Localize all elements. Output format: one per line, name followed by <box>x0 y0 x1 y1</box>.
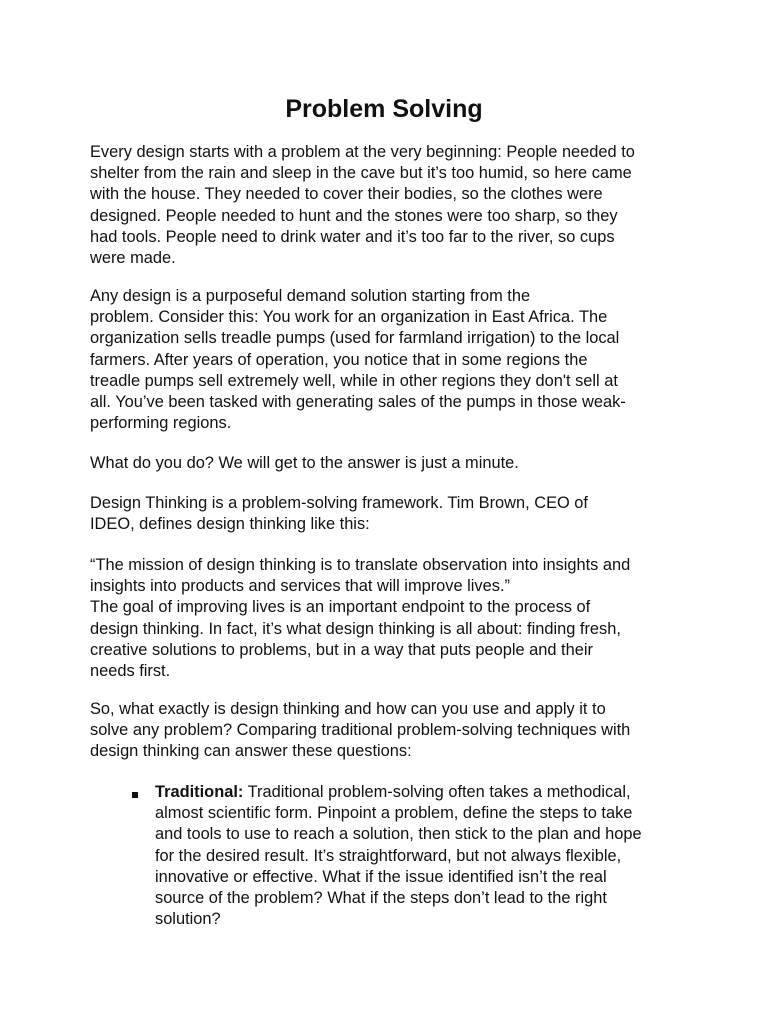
text-line: with the house. They needed to cover their bodies, so the clothes were <box>90 185 603 204</box>
bullet-label: Traditional: <box>155 783 244 801</box>
bullet-first-line: Traditional problem-solving often takes a methodical, <box>243 783 631 801</box>
text-line: source of the problem? What if the steps don’t lead to the right <box>155 889 607 908</box>
paragraph-scenario <box>90 286 710 434</box>
paragraph-quote <box>90 555 710 682</box>
text-line: Design Thinking is a problem-solving framework. Tim Brown, CEO of <box>90 494 588 512</box>
text-line: treadle pumps sell extremely well, while in other regions they don't sell at <box>90 371 618 390</box>
text-line: creative solutions to problems, but in a way that puts people and their <box>90 640 593 659</box>
paragraph-comparison <box>90 699 710 763</box>
text-line: insights into products and services that will improve lives.” <box>90 577 510 596</box>
bullet-square-icon <box>132 792 138 798</box>
text-line: farmers. After years of operation, you notice that in some regions the <box>90 350 588 369</box>
text-line: for the desired result. It’s straightforward, but not always flexible, <box>155 846 622 865</box>
text-line: design thinking can answer these questions: <box>90 742 412 761</box>
page-title: Problem Solving <box>285 95 483 123</box>
text-line: almost scientific form. Pinpoint a problem, define the steps to take <box>155 804 633 823</box>
text-line: problem. Consider this: You work for an organization in East Africa. The <box>90 308 608 327</box>
paragraph-design-thinking <box>90 493 710 535</box>
bullet-item-traditional <box>155 782 715 930</box>
text-line: “The mission of design thinking is to translate observation into insights and <box>90 556 631 574</box>
text-line: were made. <box>90 249 176 268</box>
text-line: all. You’ve been tasked with generating sales of the pumps in those weak- <box>90 393 626 412</box>
text-line: had tools. People need to drink water and it’s too far to the river, so cups <box>90 227 615 246</box>
text-line: solution? <box>155 910 221 929</box>
text-line: So, what exactly is design thinking and how can you use and apply it to <box>90 700 606 718</box>
text-line: organization sells treadle pumps (used for farmland irrigation) to the local <box>90 329 620 348</box>
text-line: innovative or effective. What if the issue identified isn’t the real <box>155 867 607 886</box>
text-line: The goal of improving lives is an important endpoint to the process of <box>90 598 591 617</box>
text-line <box>155 782 715 803</box>
text-line: needs first. <box>90 662 171 681</box>
text-line: and tools to use to reach a solution, then stick to the plan and hope <box>155 825 642 844</box>
text-line: designed. People needed to hunt and the stones were too sharp, so they <box>90 206 618 225</box>
text-line: performing regions. <box>90 414 232 433</box>
text-line: design thinking. In fact, it’s what design thinking is all about: finding fresh, <box>90 619 621 638</box>
text-line: IDEO, defines design thinking like this: <box>90 515 370 534</box>
text-line: shelter from the rain and sleep in the cave but it’s too humid, so here came <box>90 164 632 183</box>
paragraph-question <box>90 453 710 474</box>
paragraph-intro <box>90 142 710 269</box>
text-line: solve any problem? Comparing traditional problem-solving techniques with <box>90 721 631 740</box>
text-line: What do you do? We will get to the answer is just a minute. <box>90 454 519 472</box>
text-line: Any design is a purposeful demand solution starting from the <box>90 287 531 305</box>
text-line: Every design starts with a problem at the very beginning: People needed to <box>90 143 635 161</box>
